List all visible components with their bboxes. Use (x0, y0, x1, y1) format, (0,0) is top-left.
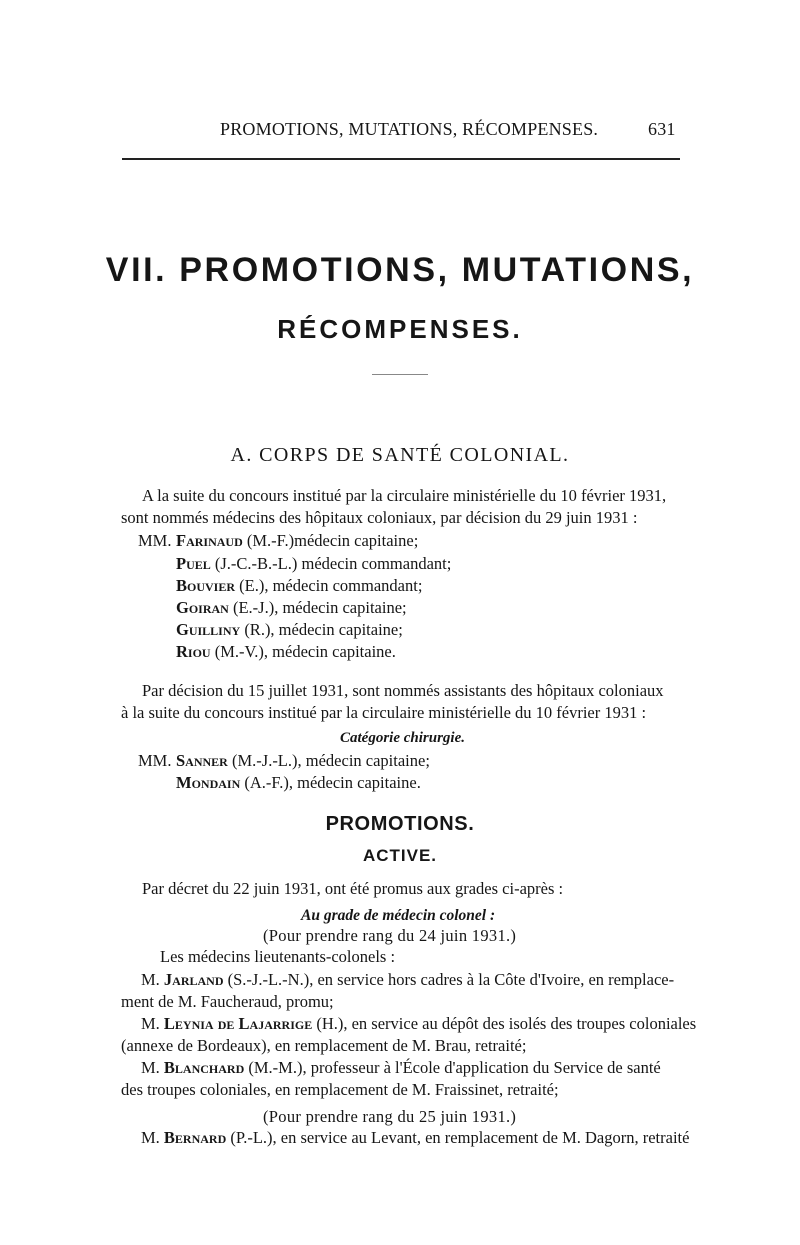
intro-line1: A la suite du concours institué par la circulaire ministérielle du 10 février 1931, (142, 486, 667, 505)
list1-item: Bouvier (E.), médecin commandant; (176, 576, 423, 595)
promotion-entry-cont: (annexe de Bordeaux), en remplacement de M. Brau, retraité; (121, 1036, 527, 1055)
para2-line2: à la suite du concours institué par la circulaire ministérielle du 10 février 1931 : (121, 703, 647, 722)
person-name: Blanchard (163, 1058, 245, 1077)
person-name: Goiran (176, 598, 229, 617)
person-name: Bernard (163, 1128, 227, 1147)
active-subheading: ACTIVE. (362, 846, 438, 865)
person-name: Sanner (176, 751, 228, 770)
promotion-entry-cont: des troupes coloniales, en remplacement de M. Fraissinet, retraité; (121, 1080, 559, 1099)
promotions-heading: PROMOTIONS. (325, 813, 475, 835)
page-number: 631 (648, 119, 676, 139)
person-name: Riou (176, 642, 211, 661)
list2-item: Sanner (M.-J.-L.), médecin capitaine; (176, 751, 430, 770)
mm-prefix-2: MM. (138, 751, 172, 770)
rank-line-1: (Pour prendre rang du 24 juin 1931.) (263, 926, 517, 945)
rank-line-2: (Pour prendre rang du 25 juin 1931.) (263, 1107, 517, 1126)
promotion-entry: M. Bernard (P.-L.), en service au Levant, en remplacement de M. Dagorn, retraité (141, 1128, 690, 1147)
decree-line: Par décret du 22 juin 1931, ont été promus aux grades ci-après : (142, 879, 564, 898)
header-rule (122, 158, 680, 160)
chapter-title-line2: RÉCOMPENSES. (277, 314, 523, 344)
promotion-entry: M. Blanchard (M.-M.), professeur à l'École d'application du Service de santé (141, 1058, 661, 1077)
grade-heading: Au grade de médecin colonel : (301, 907, 496, 924)
person-name: Bouvier (176, 576, 236, 595)
person-name: Leynia de Lajarrige (163, 1014, 313, 1033)
category-heading: Catégorie chirurgie. (340, 730, 466, 746)
promotion-entry: M. Leynia de Lajarrige (H.), en service au dépôt des isolés des troupes coloniales (141, 1014, 697, 1033)
list1-item: Puel (J.-C.-B.-L.) médecin commandant; (176, 554, 452, 573)
mm-prefix-1: MM. (138, 531, 172, 550)
intro-line2: sont nommés médecins des hôpitaux coloniaux, par décision du 29 juin 1931 : (121, 508, 638, 527)
intro-lieutenants: Les médecins lieutenants-colonels : (160, 947, 396, 966)
list1-item: Guilliny (R.), médecin capitaine; (176, 620, 403, 639)
chapter-title-line1: VII. PROMOTIONS, MUTATIONS, (105, 251, 695, 289)
promotion-entry-cont: ment de M. Faucheraud, promu; (121, 992, 334, 1011)
list1-item: Farinaud (M.-F.)médecin capitaine; (176, 531, 419, 550)
promotion-entry: M. Jarland (S.-J.-L.-N.), en service hors cadres à la Côte d'Ivoire, en remplace- (141, 970, 675, 989)
list2-item: Mondain (A.-F.), médecin capitaine. (176, 773, 421, 792)
list1-item: Goiran (E.-J.), médecin capitaine; (176, 598, 407, 617)
person-name: Mondain (176, 773, 241, 792)
running-title: PROMOTIONS, MUTATIONS, RÉCOMPENSES. (220, 119, 599, 139)
para2-line1: Par décision du 15 juillet 1931, sont nommés assistants des hôpitaux coloniaux (142, 681, 664, 700)
section-a-heading: A. CORPS DE SANTÉ COLONIAL. (230, 444, 570, 466)
ornament-rule (372, 374, 428, 375)
person-name: Guilliny (176, 620, 241, 639)
person-name: Jarland (163, 970, 224, 989)
person-name: Farinaud (176, 531, 243, 550)
person-name: Puel (176, 554, 211, 573)
list1-item: Riou (M.-V.), médecin capitaine. (176, 642, 396, 661)
